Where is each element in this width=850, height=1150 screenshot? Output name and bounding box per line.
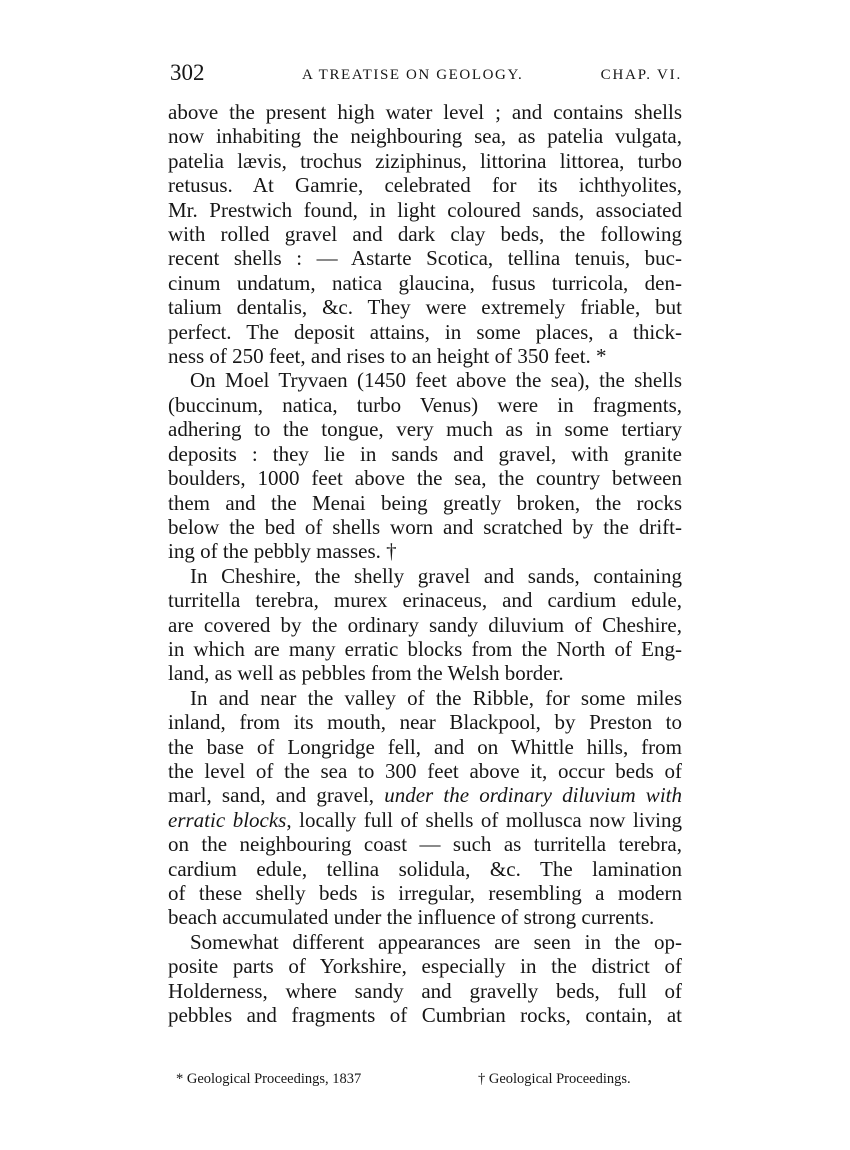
page-number: 302 <box>170 60 205 85</box>
text-line: Mr. Prestwich found, in light coloured sands, associated <box>168 197 682 222</box>
text-line: deposits : they lie in sands and gravel, with granite <box>168 441 682 466</box>
text-line: talium dentalis, &c. They were extremely friable, but <box>168 295 682 320</box>
text-line: the level of the sea to 300 feet above it, occur beds of <box>168 758 682 783</box>
text-line: land, as well as pebbles from the Welsh border. <box>168 661 564 686</box>
text-line: on the neighbouring coast — such as turritella terebra, <box>168 832 682 857</box>
text-line: cardium edule, tellina solidula, &c. The lamination <box>168 856 682 881</box>
text-line: marl, sand, and gravel, under the ordinary diluvium with <box>168 783 682 808</box>
text-line: above the present high water level ; and contains shells <box>168 100 682 124</box>
text-line: the base of Longridge fell, and on Whittle hills, from <box>168 734 682 759</box>
emphasis: under the ordinary diluvium with <box>374 783 682 808</box>
text-line: below the bed of shells worn and scratched by the drift- <box>168 514 682 539</box>
footnotes <box>176 1067 676 1091</box>
text-line: in which are many erratic blocks from the North of Eng- <box>168 636 682 661</box>
footnote-1: * Geological Proceedings, 1837 <box>176 1071 362 1087</box>
text-line: boulders, 1000 feet above the sea, the country between <box>168 466 682 491</box>
text-line: ing of the pebbly masses. † <box>168 539 397 564</box>
text-line: adhering to the tongue, very much as in some tertiary <box>168 417 682 442</box>
text-line: patelia lævis, trochus ziziphinus, littorina littorea, turbo <box>168 148 682 173</box>
text-line: erratic blocks, locally full of shells of mollusca now living <box>168 807 682 832</box>
text-line: In and near the valley of the Ribble, for some miles <box>190 685 682 710</box>
text-line: inland, from its mouth, near Blackpool, by Preston to <box>168 710 682 735</box>
footnote-2: † Geological Proceedings. <box>478 1071 631 1087</box>
text-line: them and the Menai being greatly broken, the rocks <box>168 490 682 515</box>
text-line: (buccinum, natica, turbo Venus) were in fragments, <box>168 392 682 417</box>
page-header <box>170 58 682 88</box>
running-title: A TREATISE ON GEOLOGY. <box>302 67 524 83</box>
text-line: of these shelly beds is irregular, resembling a modern <box>168 881 682 905</box>
body-text <box>168 100 682 1027</box>
chapter-label: CHAP. VI. <box>600 67 682 83</box>
text-line: perfect. The deposit attains, in some places, a thick- <box>168 319 682 344</box>
emphasis: erratic blocks <box>168 807 287 832</box>
text-line: cinum undatum, natica glaucina, fusus turricola, den- <box>168 270 682 295</box>
text-line: Somewhat different appearances are seen in the op- <box>190 929 682 954</box>
text-line: On Moel Tryvaen (1450 feet above the sea), the shells <box>190 368 682 393</box>
text-line: turritella terebra, murex erinaceus, and cardium edule, <box>168 588 682 613</box>
text-line: with rolled gravel and dark clay beds, the following <box>168 222 682 247</box>
text-line: recent shells : — Astarte Scotica, tellina tenuis, buc- <box>168 246 682 271</box>
text-line: pebbles and fragments of Cumbrian rocks, contain, at <box>168 1003 682 1028</box>
text-line: retusus. At Gamrie, celebrated for its ichthyolites, <box>168 173 682 198</box>
text-line: now inhabiting the neighbouring sea, as patelia vulgata, <box>168 124 682 149</box>
text-line: Holderness, where sandy and gravelly beds, full of <box>168 978 682 1003</box>
text-line: are covered by the ordinary sandy diluvium of Cheshire, <box>168 612 682 637</box>
text-line: In Cheshire, the shelly gravel and sands, containing <box>190 563 682 588</box>
text-line: ness of 250 feet, and rises to an height of 350 feet. * <box>168 344 607 369</box>
text-line: posite parts of Yorkshire, especially in the district of <box>168 954 682 979</box>
text-line: beach accumulated under the influence of strong currents. <box>168 905 655 930</box>
